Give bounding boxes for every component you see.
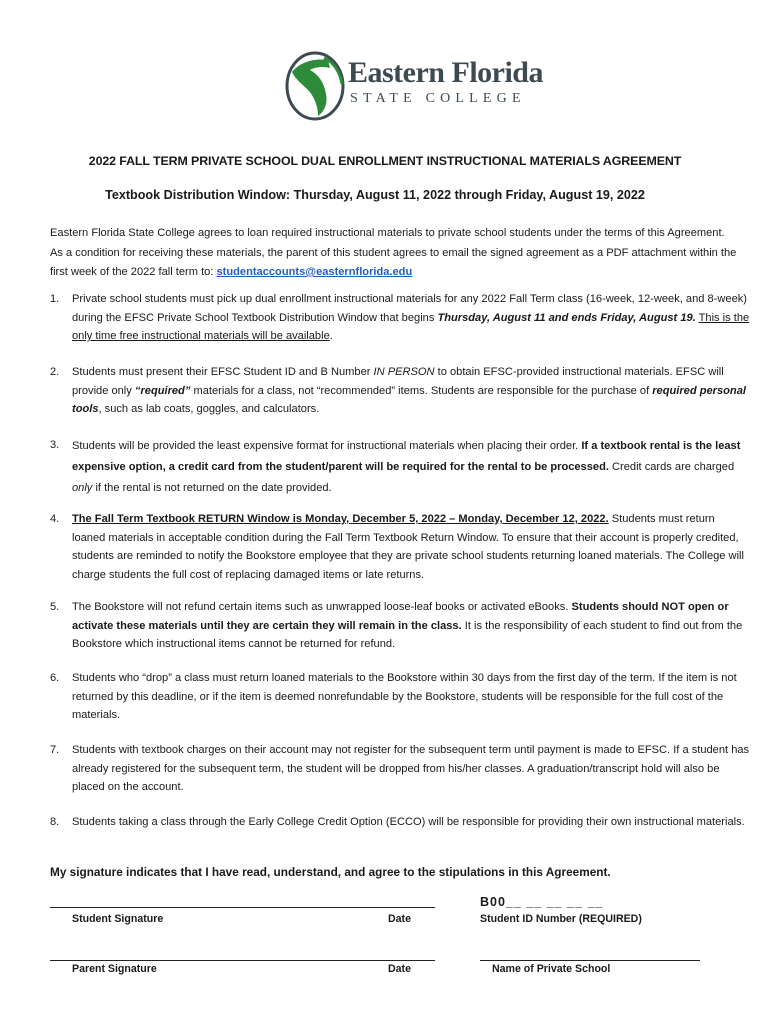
logo-name: Eastern Florida [348,56,543,89]
student-id-label: Student ID Number (REQUIRED) [480,913,642,925]
distribution-window: Textbook Distribution Window: Thursday, August 11, 2022 through Friday, August 19, 2022 [105,188,645,202]
intro-text: Eastern Florida State College agrees to loan required instructional materials to private school students under the terms of this Agreement. As a condition for receiving these materials, the parent of this student agrees to email the signed agreement as a PDF attachment within the first week of the 2022 fall term to: [50,227,737,278]
item-text: The Bookstore will not refund certain items such as unwrapped loose-leaf books or activated eBooks. [72,601,572,613]
item-number: 5. [50,601,60,613]
item-text: materials for a class, not “recommended” items. Students are responsible for the purchase of [190,384,653,397]
item-text-end: , such as lab coats, goggles, and calculators. [98,403,320,416]
item-text-end: if the rental is not returned on the date provided. [92,482,332,494]
school-name-label: Name of Private School [492,963,611,975]
item-number: 3. [50,439,60,451]
list-item-4 [50,510,750,584]
parent-signature-label: Parent Signature [72,963,157,975]
list-item-6 [50,669,750,725]
student-signature-line[interactable] [50,907,435,908]
item-text: Students who “drop” a class must return loaned materials to the Bookstore within 30 days from the first day of the term. If the item is not returned by this deadline, or if the item is deemed nonrefundable by the Bookstore, students will be responsible for the full cost of the materials. [72,672,737,722]
item-number: 1. [50,293,60,305]
b-number-field[interactable]: B00__ __ __ __ __ [480,895,604,909]
intro-paragraph [50,224,740,283]
date-label: Date [388,963,411,975]
item-text: Credit cards are charged [608,461,735,473]
item-text: Students must present their EFSC Student ID and B Number [72,366,374,378]
item-text: Private school students must pick up dual enrollment instructional materials for any 2022 Fall Term class (16-week, 12-week, and 8-week) during the EFSC Private School Textbook Distribution Window that begins [72,293,747,324]
student-signature-label: Student Signature [72,913,164,925]
list-item-1 [50,290,750,346]
item-text: to obtain EFSC-provided instructional materials. EFSC will provide only [72,366,724,397]
email-link[interactable]: studentaccounts@easternflorida.edu [216,266,413,278]
item-number: 7. [50,744,60,756]
item-text: Students taking a class through the Early College Credit Option (ECCO) will be responsible for providing their own instructional materials. [72,816,745,828]
list-item-2 [50,363,750,419]
item-underline: This is the only time free instructional materials will be available [72,311,750,343]
parent-signature-line[interactable] [50,960,435,961]
document-title: 2022 FALL TERM PRIVATE SCHOOL DUAL ENROLLMENT INSTRUCTIONAL MATERIALS AGREEMENT [88,154,682,168]
item-number: 8. [50,816,60,828]
item-number: 6. [50,672,60,684]
item-emphasis: Students should NOT open or activate these materials until they are certain they will remain in the class. [72,601,729,632]
item-emphasis: only [72,482,93,494]
florida-seal-icon [284,50,346,122]
item-number: 4. [50,513,60,525]
item-emphasis: required personal tools [72,384,746,416]
item-emphasis: The Fall Term Textbook RETURN Window is Monday, December 5, 2022 – Monday, December 12, 2022. [72,513,609,525]
item-emphasis: If a textbook rental is the least expensive option, a credit card from the student/parent will be required for the rental to be processed. [72,440,741,473]
item-text-end: It is the responsibility of each student to find out from the Bookstore which instructional items cannot be returned for refund. [72,619,743,651]
item-text: Students will be provided the least expensive format for instructional materials when placing their order. [72,440,582,452]
list-item-3 [50,436,750,499]
agreement-statement: My signature indicates that I have read, understand, and agree to the stipulations in this Agreement. [50,865,611,879]
date-label: Date [388,913,411,925]
school-name-line[interactable] [480,960,700,961]
logo-subtitle: STATE COLLEGE [350,91,526,106]
item-emphasis: “required” [134,384,191,397]
item-number: 2. [50,366,60,378]
item-text-end: . [329,330,333,343]
list-item-5 [50,598,750,654]
item-text: Students with textbook charges on their account may not register for the subsequent term until payment is made to EFSC. If a student has already registered for the subsequent term, the student will be dropped from his/her classes. A graduation/transcript hold will also be placed on the account. [72,744,750,794]
item-emphasis: IN PERSON [373,366,435,378]
list-item-8 [50,813,750,832]
list-item-7 [50,741,750,797]
item-emphasis: Thursday, August 11 and ends Friday, August 19. [437,311,696,324]
item-text: Students must return loaned materials in acceptable condition during the Fall Term Textbook Return Window. To ensure that their account is properly credited, students are reminded to notify the Bookstore employee that they are private school students returning loaned materials. The College will charge students the full cost of replacing damaged items or late returns. [72,513,744,581]
college-logo [284,50,554,130]
